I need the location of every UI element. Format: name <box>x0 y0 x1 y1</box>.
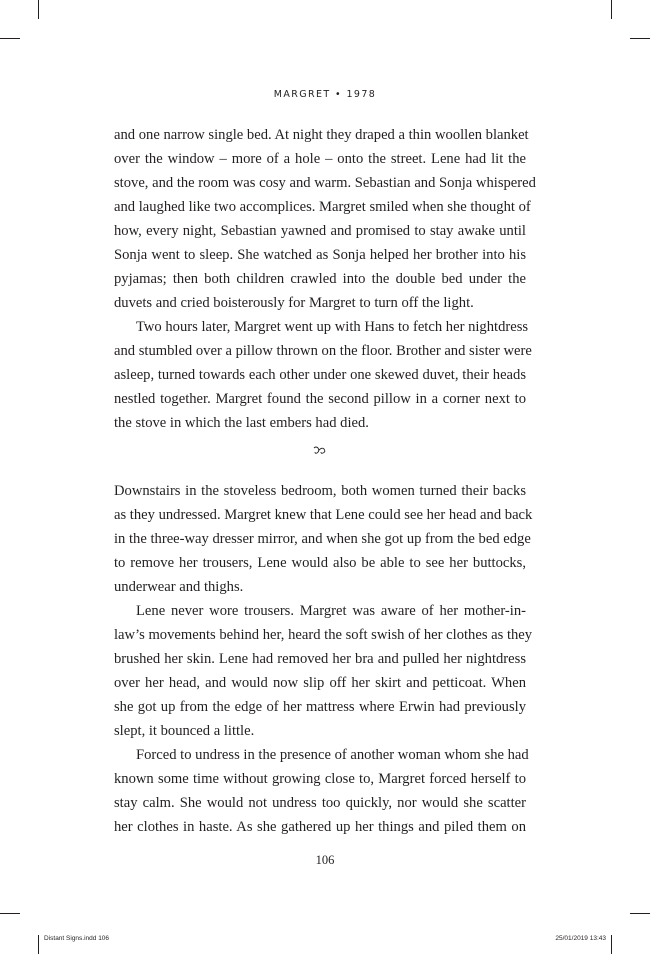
paragraph <box>114 315 532 435</box>
text-line: Sonja went to sleep. She watched as Sonja helped her brother into his <box>114 247 526 263</box>
text-line: law’s movements behind her, heard the soft swish of her clothes as they <box>114 627 533 643</box>
crop-mark <box>630 913 650 914</box>
text-line: in the three-way dresser mirror, and when she got up from the bed edge <box>114 531 531 547</box>
paragraph <box>114 123 536 315</box>
slug-datetime: 25/01/2019 13:43 <box>555 935 606 942</box>
text-line: stove, and the room was cosy and warm. Sebastian and Sonja whispered <box>114 175 536 191</box>
text-line: over the window – more of a hole – onto the street. Lene had lit the <box>114 151 526 167</box>
text-line: brushed her skin. Lene had removed her bra and pulled her nightdress <box>114 651 526 667</box>
crop-mark <box>0 913 20 914</box>
text-line: over her head, and would now slip off her skirt and petticoat. When <box>114 675 526 691</box>
crop-mark <box>0 38 20 39</box>
text-line: and stumbled over a pillow thrown on the floor. Brother and sister were <box>114 343 532 359</box>
crop-mark <box>611 935 612 954</box>
text-line: she got up from the edge of her mattress where Erwin had previously <box>114 699 526 715</box>
text-line: to remove her trousers, Lene would also be able to see her buttocks, <box>114 555 526 571</box>
slug-file: Distant Signs.indd 106 <box>44 935 110 942</box>
body-text <box>114 123 536 839</box>
crop-mark <box>611 0 612 19</box>
text-line: slept, it bounced a little. <box>114 723 255 739</box>
section-break-ornament <box>114 435 526 479</box>
text-line: Lene never wore trousers. Margret was aware of her mother-in- <box>136 603 526 619</box>
crop-mark <box>38 935 39 954</box>
text-line: stay calm. She would not undress too quickly, nor would she scatter <box>114 795 526 811</box>
text-line: and laughed like two accomplices. Margret smiled when she thought of <box>114 199 531 215</box>
text-line: Forced to undress in the presence of another woman whom she had <box>136 747 529 763</box>
crop-mark <box>38 0 39 19</box>
text-line: her clothes in haste. As she gathered up her things and piled them on <box>114 819 526 835</box>
page-number: 106 <box>315 853 335 867</box>
text-line: asleep, turned towards each other under one skewed duvet, their heads <box>114 367 526 383</box>
text-line: duvets and cried boisterously for Margret to turn off the light. <box>114 295 474 311</box>
text-line: known some time without growing close to, Margret forced herself to <box>114 771 526 787</box>
text-line: Two hours later, Margret went up with Hans to fetch her nightdress <box>136 319 529 335</box>
text-line: Downstairs in the stoveless bedroom, both women turned their backs <box>114 483 526 499</box>
crop-mark <box>630 38 650 39</box>
text-line: nestled together. Margret found the second pillow in a corner next to <box>114 391 526 407</box>
text-line: and one narrow single bed. At night they draped a thin woollen blanket <box>114 127 529 143</box>
running-head: MARGRET • 1978 <box>273 89 377 100</box>
paragraph <box>114 479 533 599</box>
paragraph <box>114 743 529 839</box>
text-line: underwear and thighs. <box>114 579 244 595</box>
text-line: pyjamas; then both children crawled into the double bed under the <box>114 271 526 287</box>
text-line: the stove in which the last embers had died. <box>114 415 369 431</box>
paragraph <box>114 599 533 743</box>
text-line: as they undressed. Margret knew that Lene could see her head and back <box>114 507 533 523</box>
text-line: how, every night, Sebastian yawned and promised to stay awake until <box>114 223 526 239</box>
